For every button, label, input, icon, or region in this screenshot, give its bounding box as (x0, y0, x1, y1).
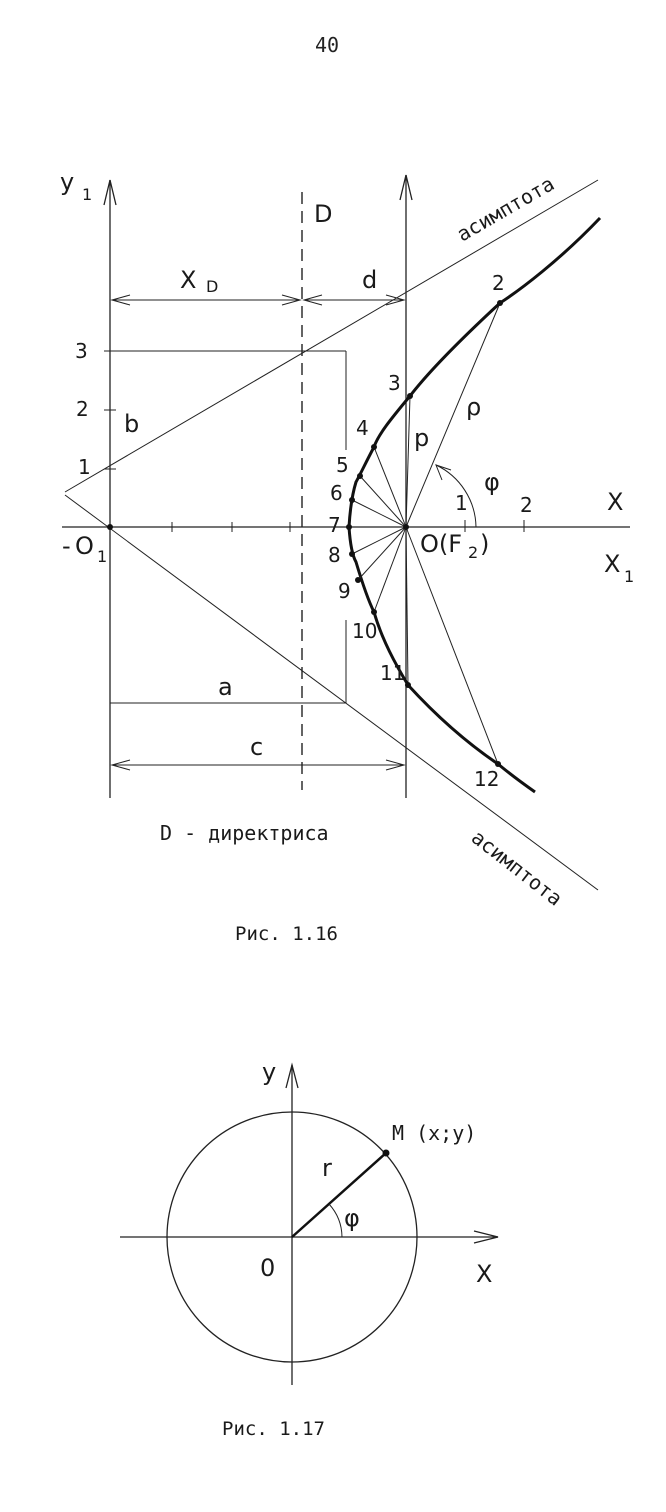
figure-caption-1-16: Рис. 1.16 (235, 923, 338, 945)
radius-line (292, 1153, 386, 1237)
point-label-2: 2 (492, 271, 505, 295)
b-label: b (124, 410, 140, 438)
polar-circle-figure (0, 1050, 666, 1450)
rho-label: ρ (466, 393, 482, 421)
y-axis-label: y (262, 1058, 277, 1086)
directrix-label: D (314, 200, 333, 228)
y1-axis-label: y (60, 168, 75, 196)
x-axis-label: X (476, 1260, 493, 1288)
of2-label: O(F (420, 530, 463, 558)
point-label-3: 3 (388, 371, 401, 395)
page-number: 40 (315, 33, 340, 57)
y1-axis-sub: 1 (82, 185, 93, 204)
y-tick-2: 2 (76, 397, 89, 421)
r-label: r (322, 1154, 332, 1182)
point-label-8: 8 (328, 543, 341, 567)
xD-dimension (112, 295, 300, 305)
o1-prefix: - (62, 532, 71, 560)
y-tick-3: 3 (75, 339, 88, 363)
c-label: c (250, 733, 264, 761)
o1-sub: 1 (97, 547, 108, 566)
c-dimension (112, 760, 404, 770)
d-label: d (362, 266, 378, 294)
x1-axis-sub: 1 (624, 567, 635, 586)
point-label-7: 7 (328, 513, 341, 537)
of2-sub: 2 (468, 543, 479, 562)
origin-label: 0 (260, 1254, 276, 1282)
x1-axis-label: X (604, 550, 621, 578)
point-m (383, 1150, 390, 1157)
o1-label: O (75, 532, 94, 560)
point-label-11: 11 (380, 661, 406, 685)
x-axis-label: X (607, 488, 624, 516)
xD-label: X (180, 266, 197, 294)
figure-caption-1-17: Рис. 1.17 (222, 1418, 325, 1440)
phi-arc (329, 1204, 342, 1237)
phi-label: φ (344, 1204, 360, 1232)
point-label-10: 10 (352, 619, 378, 643)
xD-sub: D (206, 277, 219, 296)
x-tick-1: 1 (455, 491, 468, 515)
x-tick-2: 2 (520, 493, 533, 517)
point-label-12: 12 (474, 767, 500, 791)
of2-close: ) (480, 530, 490, 558)
point-label-4: 4 (356, 416, 369, 440)
point-label-6: 6 (330, 481, 343, 505)
point-label: M (x;y) (392, 1121, 477, 1145)
y-tick-1: 1 (78, 455, 91, 479)
directrix-note: D - директриса (160, 821, 329, 845)
d-dimension (304, 295, 404, 305)
phi-label: φ (484, 468, 500, 496)
p-label: p (414, 424, 430, 452)
asymptote-upper-label: асимптота (452, 171, 559, 247)
point-label-5: 5 (336, 453, 349, 477)
point-label-9: 9 (338, 579, 351, 603)
asymptote-lower-label: асимптота (466, 825, 568, 911)
hyperbola-figure (0, 150, 666, 1110)
a-label: a (218, 673, 233, 701)
